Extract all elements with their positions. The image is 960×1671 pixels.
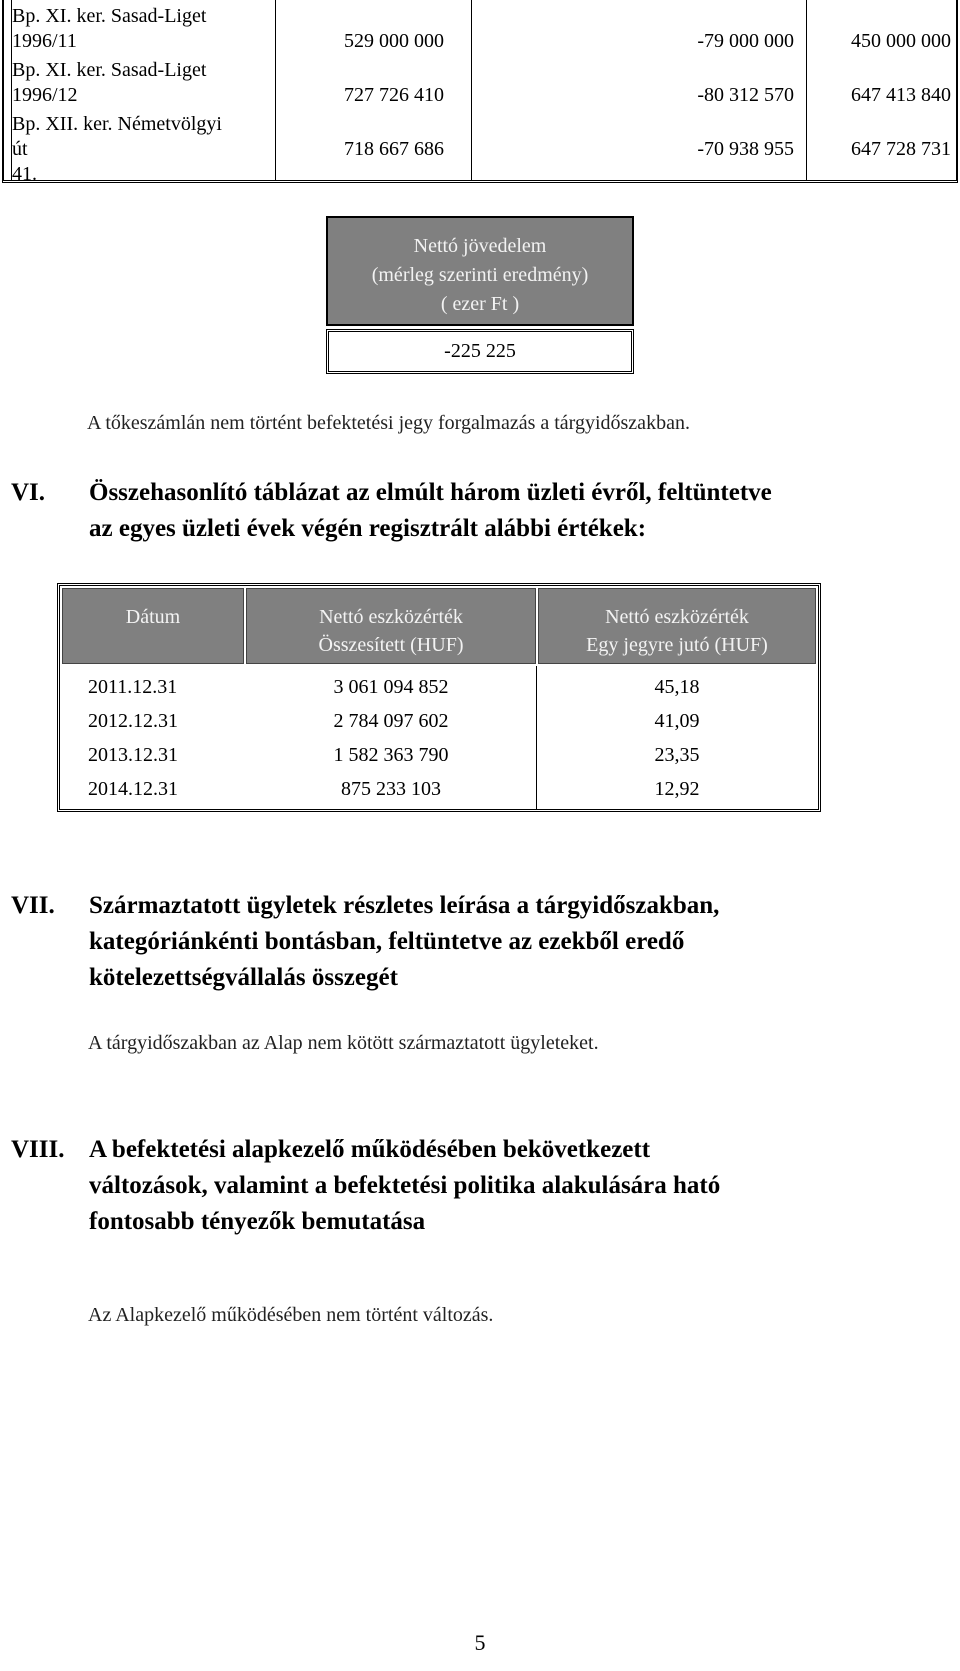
section-title: Származtatott ügyletek részletes leírása a tárgyidőszakban, kategóriánkénti bontásban, feltüntetve az ezekből eredő kötelezettségvállalás összegét (89, 892, 720, 991)
row-per-unit: 23,35 (654, 744, 700, 766)
page-number: 5 (474, 1630, 486, 1655)
property-result: 647 728 731 (851, 138, 951, 160)
row-total: 1 582 363 790 (333, 744, 449, 766)
row-per-unit: 45,18 (654, 676, 700, 698)
table-row (4, 112, 956, 185)
section-number: VII. (11, 892, 55, 919)
table-row (60, 704, 818, 738)
row-date: 2011.12.31 (88, 676, 178, 698)
property-name: Bp. XII. ker. Németvölgyi út 41. (12, 113, 222, 185)
property-value: 718 667 686 (344, 138, 444, 160)
section-title: Összehasonlító táblázat az elmúlt három üzleti évről, feltüntetve az egyes üzleti évek végén regisztrált alábbi értékek: (89, 479, 772, 542)
property-name: Bp. XI. ker. Sasad-Liget 1996/11 (12, 5, 207, 52)
row-total: 2 784 097 602 (333, 710, 449, 732)
net-income-label: Nettó jövedelem (413, 235, 547, 257)
section-viii-body: Az Alapkezelő működésében nem történt változás. (88, 1304, 494, 1326)
row-total: 875 233 103 (341, 778, 441, 800)
section-title: A befektetési alapkezelő működésében bekövetkezett változások, valamint a befektetési politika alakulására ható fontosabb tényezők bemutatása (89, 1136, 721, 1235)
property-result: 647 413 840 (851, 84, 951, 106)
net-income-unit: ( ezer Ft ) (440, 293, 520, 315)
section-number: VIII. (11, 1136, 65, 1163)
section-vii-body: A tárgyidőszakban az Alap nem kötött származtatott ügyleteket. (88, 1032, 599, 1054)
table-row (4, 58, 956, 116)
nav-table (57, 583, 821, 812)
capital-account-note: A tőkeszámlán nem történt befektetési jegy forgalmazás a tárgyidőszakban. (87, 412, 690, 434)
header-nav-per-unit: Nettó eszközérték Egy jegyre jutó (HUF) (538, 588, 816, 664)
row-per-unit: 12,92 (654, 778, 700, 800)
net-income-value: -225 225 (326, 329, 634, 374)
section-number: VI. (11, 479, 46, 506)
property-change: -80 312 570 (697, 84, 794, 106)
row-date: 2013.12.31 (88, 744, 178, 766)
net-income-header (326, 216, 634, 326)
header-nav-total: Nettó eszközérték Összesített (HUF) (246, 588, 536, 664)
table-row (60, 772, 818, 806)
property-name: Bp. XI. ker. Sasad-Liget 1996/12 (12, 59, 207, 106)
header-date: Dátum (62, 588, 244, 664)
property-change: -70 938 955 (697, 138, 794, 160)
nav-table-header (60, 586, 818, 666)
table-row (60, 670, 818, 704)
property-value: 529 000 000 (344, 30, 444, 52)
property-result: 450 000 000 (851, 30, 951, 52)
table-row (60, 738, 818, 772)
row-date: 2014.12.31 (88, 778, 178, 800)
net-income-sublabel: (mérleg szerinti eredmény) (371, 264, 589, 286)
property-value: 727 726 410 (344, 84, 444, 106)
table-row (4, 4, 956, 62)
row-date: 2012.12.31 (88, 710, 178, 732)
row-total: 3 061 094 852 (333, 676, 449, 698)
property-table (2, 0, 958, 183)
row-per-unit: 41,09 (654, 710, 700, 732)
property-change: -79 000 000 (697, 30, 794, 52)
